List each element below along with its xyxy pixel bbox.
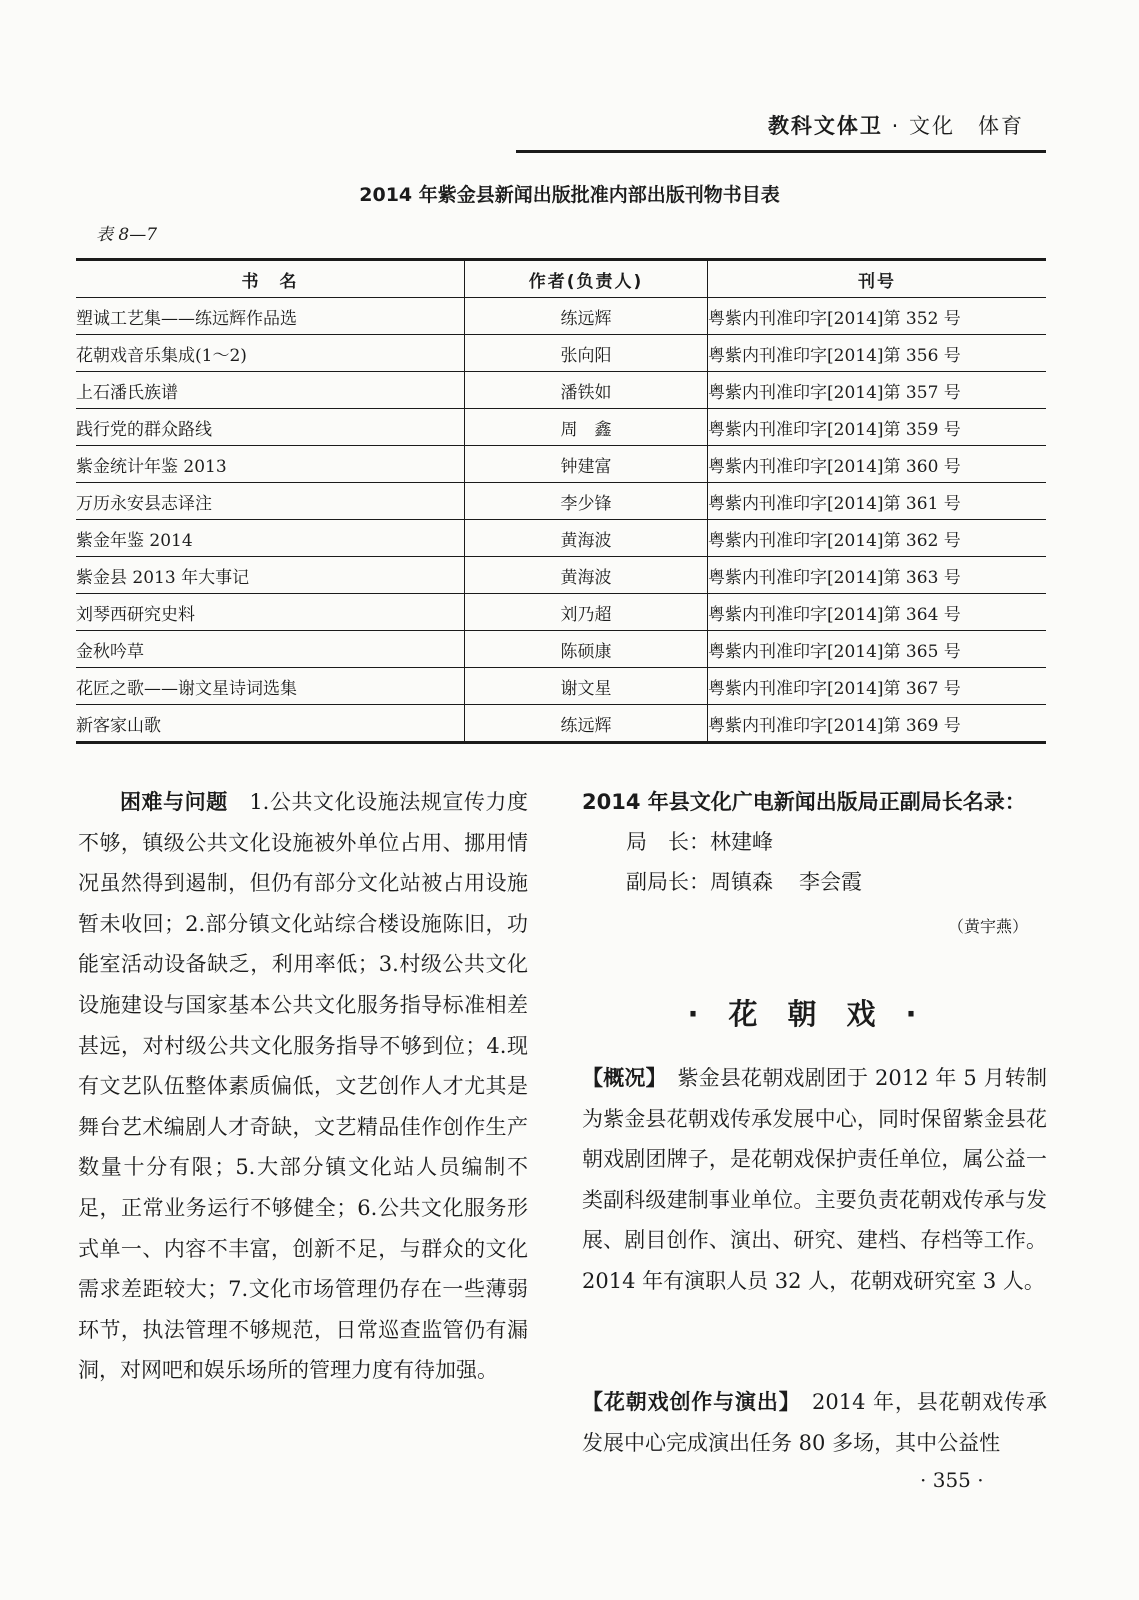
cell-author: 刘乃超 [465, 594, 708, 631]
cell-author: 周 鑫 [465, 409, 708, 446]
deputy-label: 副局长： [626, 870, 710, 894]
table-row [76, 483, 1046, 520]
cell-author: 陈硕康 [465, 631, 708, 668]
table-row [76, 446, 1046, 483]
table-row [76, 409, 1046, 446]
cell-title: 紫金年鉴 2014 [76, 520, 465, 557]
overview-paragraph [582, 1058, 1047, 1302]
header-separator: · [891, 114, 901, 138]
cell-code: 粤紫内刊准印字[2014]第 367 号 [708, 668, 1047, 705]
table-row [76, 594, 1046, 631]
table-row [76, 668, 1046, 705]
table-row [76, 335, 1046, 372]
cell-title: 新客家山歌 [76, 705, 465, 743]
table-row [76, 631, 1046, 668]
cell-title: 花匠之歌——谢文星诗词选集 [76, 668, 465, 705]
cell-author: 谢文星 [465, 668, 708, 705]
header-text [768, 110, 1024, 140]
page-number: · 355 · [920, 1468, 984, 1492]
cell-title: 刘琴西研究史料 [76, 594, 465, 631]
table-row [76, 520, 1046, 557]
table-body [76, 298, 1046, 743]
deputy-line [582, 862, 1052, 902]
overview-text: 紫金县花朝戏剧团于 2012 年 5 月转制为紫金县花朝戏传承发展中心，同时保留紫金县花朝戏剧团牌子，是花朝戏保护责任单位，属公益一类副科级建制事业单位。主要负责花朝戏传承与发展、剧目创作、演出、研究、建档、存档等工作。2014 年有演职人员 32 人，花朝戏研究室 3 人。 [582, 1066, 1047, 1293]
problems-lead: 困难与问题 [120, 790, 228, 814]
cell-title: 紫金县 2013 年大事记 [76, 557, 465, 594]
running-header [516, 104, 1046, 153]
cell-code: 粤紫内刊准印字[2014]第 365 号 [708, 631, 1047, 668]
creation-tag: 【花朝戏创作与演出】 [582, 1390, 791, 1414]
cell-title: 万历永安县志译注 [76, 483, 465, 520]
cell-code: 粤紫内刊准印字[2014]第 362 号 [708, 520, 1047, 557]
column-header-title: 书 名 [76, 260, 465, 298]
cell-code: 粤紫内刊准印字[2014]第 357 号 [708, 372, 1047, 409]
cell-code: 粤紫内刊准印字[2014]第 364 号 [708, 594, 1047, 631]
cell-author: 黄海波 [465, 557, 708, 594]
leaders-block [582, 782, 1052, 937]
director-line [582, 822, 1052, 862]
problems-paragraph [78, 782, 528, 1391]
creation-paragraph [582, 1382, 1047, 1463]
deputy-name-2: 李会霞 [799, 870, 862, 894]
publication-table [76, 258, 1046, 744]
cell-title: 践行党的群众路线 [76, 409, 465, 446]
problems-text: 1.公共文化设施法规宣传力度不够，镇级公共文化设施被外单位占用、挪用情况虽然得到遏制，但仍有部分文化站被占用设施暂未收回；2.部分镇文化站综合楼设施陈旧，功能室活动设备缺乏，利用率低；3.村级公共文化设施建设与国家基本公共文化服务指导标准相差甚远，对村级公共文化服务指导不够到位；4.现有文艺队伍整体素质偏低，文艺创作人才尤其是舞台艺术编剧人才奇缺，文艺精品佳作创作生产数量十分有限；5.大部分镇文化站人员编制不足，正常业务运行不够健全；6.公共文化服务形式单一、内容不丰富，创新不足，与群众的文化需求差距较大；7.文化市场管理仍存在一些薄弱环节，执法管理不够规范，日常巡查监管仍有漏洞，对网吧和娱乐场所的管理力度有待加强。 [78, 790, 528, 1383]
creation-text: 2014 年，县花朝戏传承发展中心完成演出任务 80 多场，其中公益性 [582, 1390, 1047, 1455]
cell-title: 塑诚工艺集——练远辉作品选 [76, 298, 465, 335]
table-row [76, 372, 1046, 409]
table-row [76, 557, 1046, 594]
overview-tag: 【概况】 [582, 1066, 657, 1090]
header-category: 教科文体卫 [767, 114, 883, 138]
author-credit: （黄宇燕） [947, 917, 1028, 936]
table-header-row [76, 260, 1046, 298]
cell-title: 金秋吟草 [76, 631, 465, 668]
column-header-code: 刊号 [708, 260, 1047, 298]
cell-author: 张向阳 [465, 335, 708, 372]
table-label: 表 8—7 [96, 225, 158, 245]
cell-author: 钟建富 [465, 446, 708, 483]
director-name: 林建峰 [710, 830, 773, 854]
cell-code: 粤紫内刊准印字[2014]第 360 号 [708, 446, 1047, 483]
cell-code: 粤紫内刊准印字[2014]第 352 号 [708, 298, 1047, 335]
table-row [76, 705, 1046, 743]
cell-author: 黄海波 [465, 520, 708, 557]
table-title: 2014 年紫金县新闻出版批准内部出版刊物书目表 [359, 184, 780, 206]
section-title: ·花朝戏· [687, 997, 947, 1031]
leaders-title: 2014 年县文化广电新闻出版局正副局长名录： [582, 790, 1026, 814]
header-subcategory: 文化 体育 [909, 114, 1024, 138]
cell-code: 粤紫内刊准印字[2014]第 363 号 [708, 557, 1047, 594]
cell-code: 粤紫内刊准印字[2014]第 361 号 [708, 483, 1047, 520]
cell-author: 练远辉 [465, 298, 708, 335]
column-header-author: 作者(负责人) [465, 260, 708, 298]
cell-code: 粤紫内刊准印字[2014]第 356 号 [708, 335, 1047, 372]
cell-author: 李少锋 [465, 483, 708, 520]
cell-title: 紫金统计年鉴 2013 [76, 446, 465, 483]
cell-code: 粤紫内刊准印字[2014]第 359 号 [708, 409, 1047, 446]
cell-code: 粤紫内刊准印字[2014]第 369 号 [708, 705, 1047, 743]
cell-author: 潘铁如 [465, 372, 708, 409]
cell-author: 练远辉 [465, 705, 708, 743]
deputy-name-1: 周镇森 [710, 870, 773, 894]
table-row [76, 298, 1046, 335]
cell-title: 花朝戏音乐集成(1～2) [76, 335, 465, 372]
cell-title: 上石潘氏族谱 [76, 372, 465, 409]
director-label: 局 长： [626, 830, 710, 854]
